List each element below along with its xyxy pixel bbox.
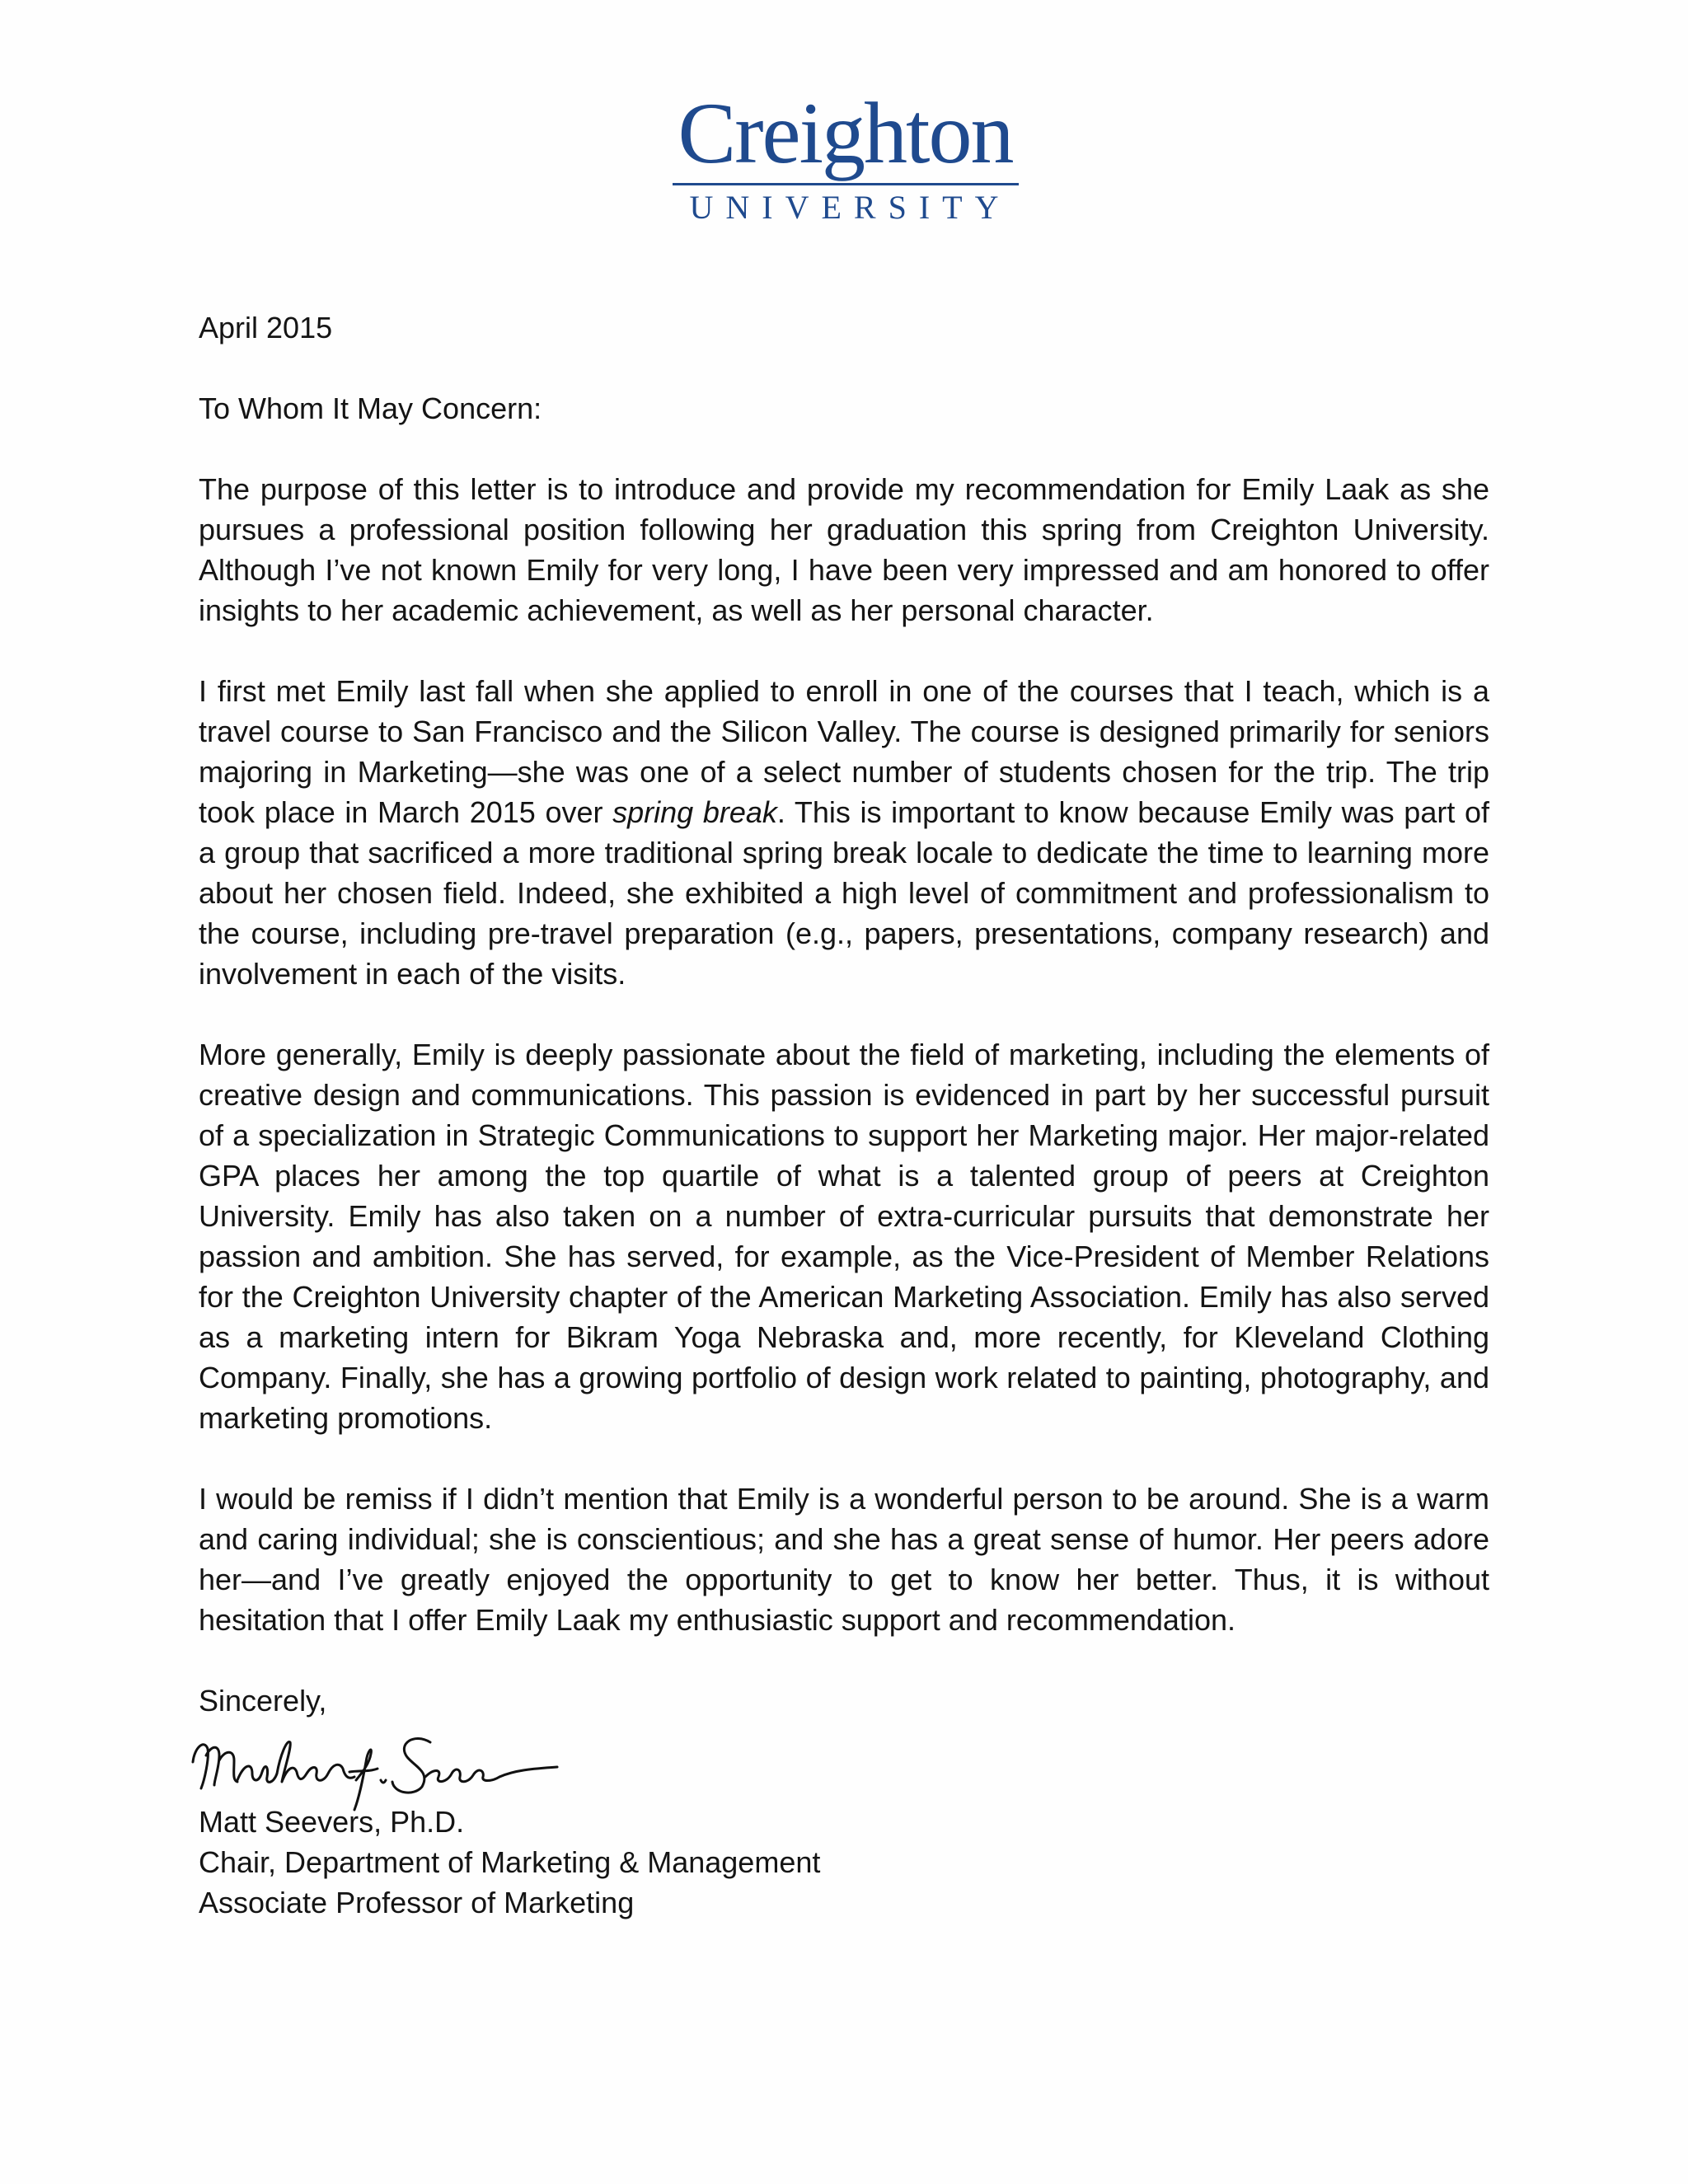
- paragraph-travel-course-part1: I first met Emily last fall when she applied to enroll in one of the courses that I teach, which is a travel course to San Francisco and the Silicon Valley. The course is designed primarily for seniors majoring in Marketing—she was one of a select number of students chosen for the trip. The trip took place in March 2015 over: [199, 674, 1489, 829]
- signer-name: Matt Seevers, Ph.D.: [199, 1805, 465, 1839]
- logo-divider: [673, 183, 1019, 185]
- signer-title-professor: Associate Professor of Marketing: [199, 1886, 635, 1919]
- signature-image: [186, 1714, 565, 1813]
- paragraph-introduction: The purpose of this letter is to introduce and provide my recommendation for Emily Laak as she pursues a professional position following her graduation this spring from Creighton University. Although I’ve not known Emily for very long, I have been very impressed and am honored to offer insights to her academic achievement, as well as her personal character.: [199, 472, 1489, 627]
- logo-subtitle: UNIVERSITY: [689, 189, 1011, 226]
- paragraph-travel-course-emphasis: spring break: [612, 795, 777, 829]
- paragraph-passion: More generally, Emily is deeply passionate about the field of marketing, including the elements of creative design and communications. This passion is evidenced in part by her successful pursuit of a specialization in Strategic Communications to support her Marketing major. Her major-related GPA places her among the top quartile of what is a talented group of peers at Creighton University. Emily has also taken on a number of extra-curricular pursuits that demonstrate her passion and ambition. She has served, for example, as the Vice-President of Member Relations for the Creighton University chapter of the American Marketing Association. Emily has also served as a marketing intern for Bikram Yoga Nebraska and, more recently, for Kleveland Clothing Company. Finally, she has a growing portfolio of design work related to painting, photography, and marketing promotions.: [199, 1038, 1489, 1435]
- closing: Sincerely,: [199, 1684, 327, 1718]
- paragraph-travel-course: [199, 671, 1489, 994]
- salutation: To Whom It May Concern:: [199, 391, 542, 425]
- letter-date: April 2015: [199, 311, 333, 344]
- logo-wordmark: Creighton: [678, 85, 1013, 181]
- university-logo: [0, 85, 1688, 227]
- signer-title-chair: Chair, Department of Marketing & Management: [199, 1845, 821, 1879]
- paragraph-character: I would be remiss if I didn’t mention that Emily is a wonderful person to be around. She is a warm and caring individual; she is conscientious; and she has a great sense of humor. Her peers adore her—and I’ve greatly enjoyed the opportunity to get to know her better. Thus, it is without hesitation that I offer Emily Laak my enthusiastic support and recommendation.: [199, 1482, 1489, 1637]
- paragraph-travel-course-part2: . This is important to know because Emily was part of a group that sacrificed a more traditional spring break locale to dedicate the time to learning more about her chosen field. Indeed, she exhibited a high level of commitment and professionalism to the course, including pre-travel preparation (e.g., papers, presentations, company research) and involvement in each of the visits.: [199, 795, 1490, 991]
